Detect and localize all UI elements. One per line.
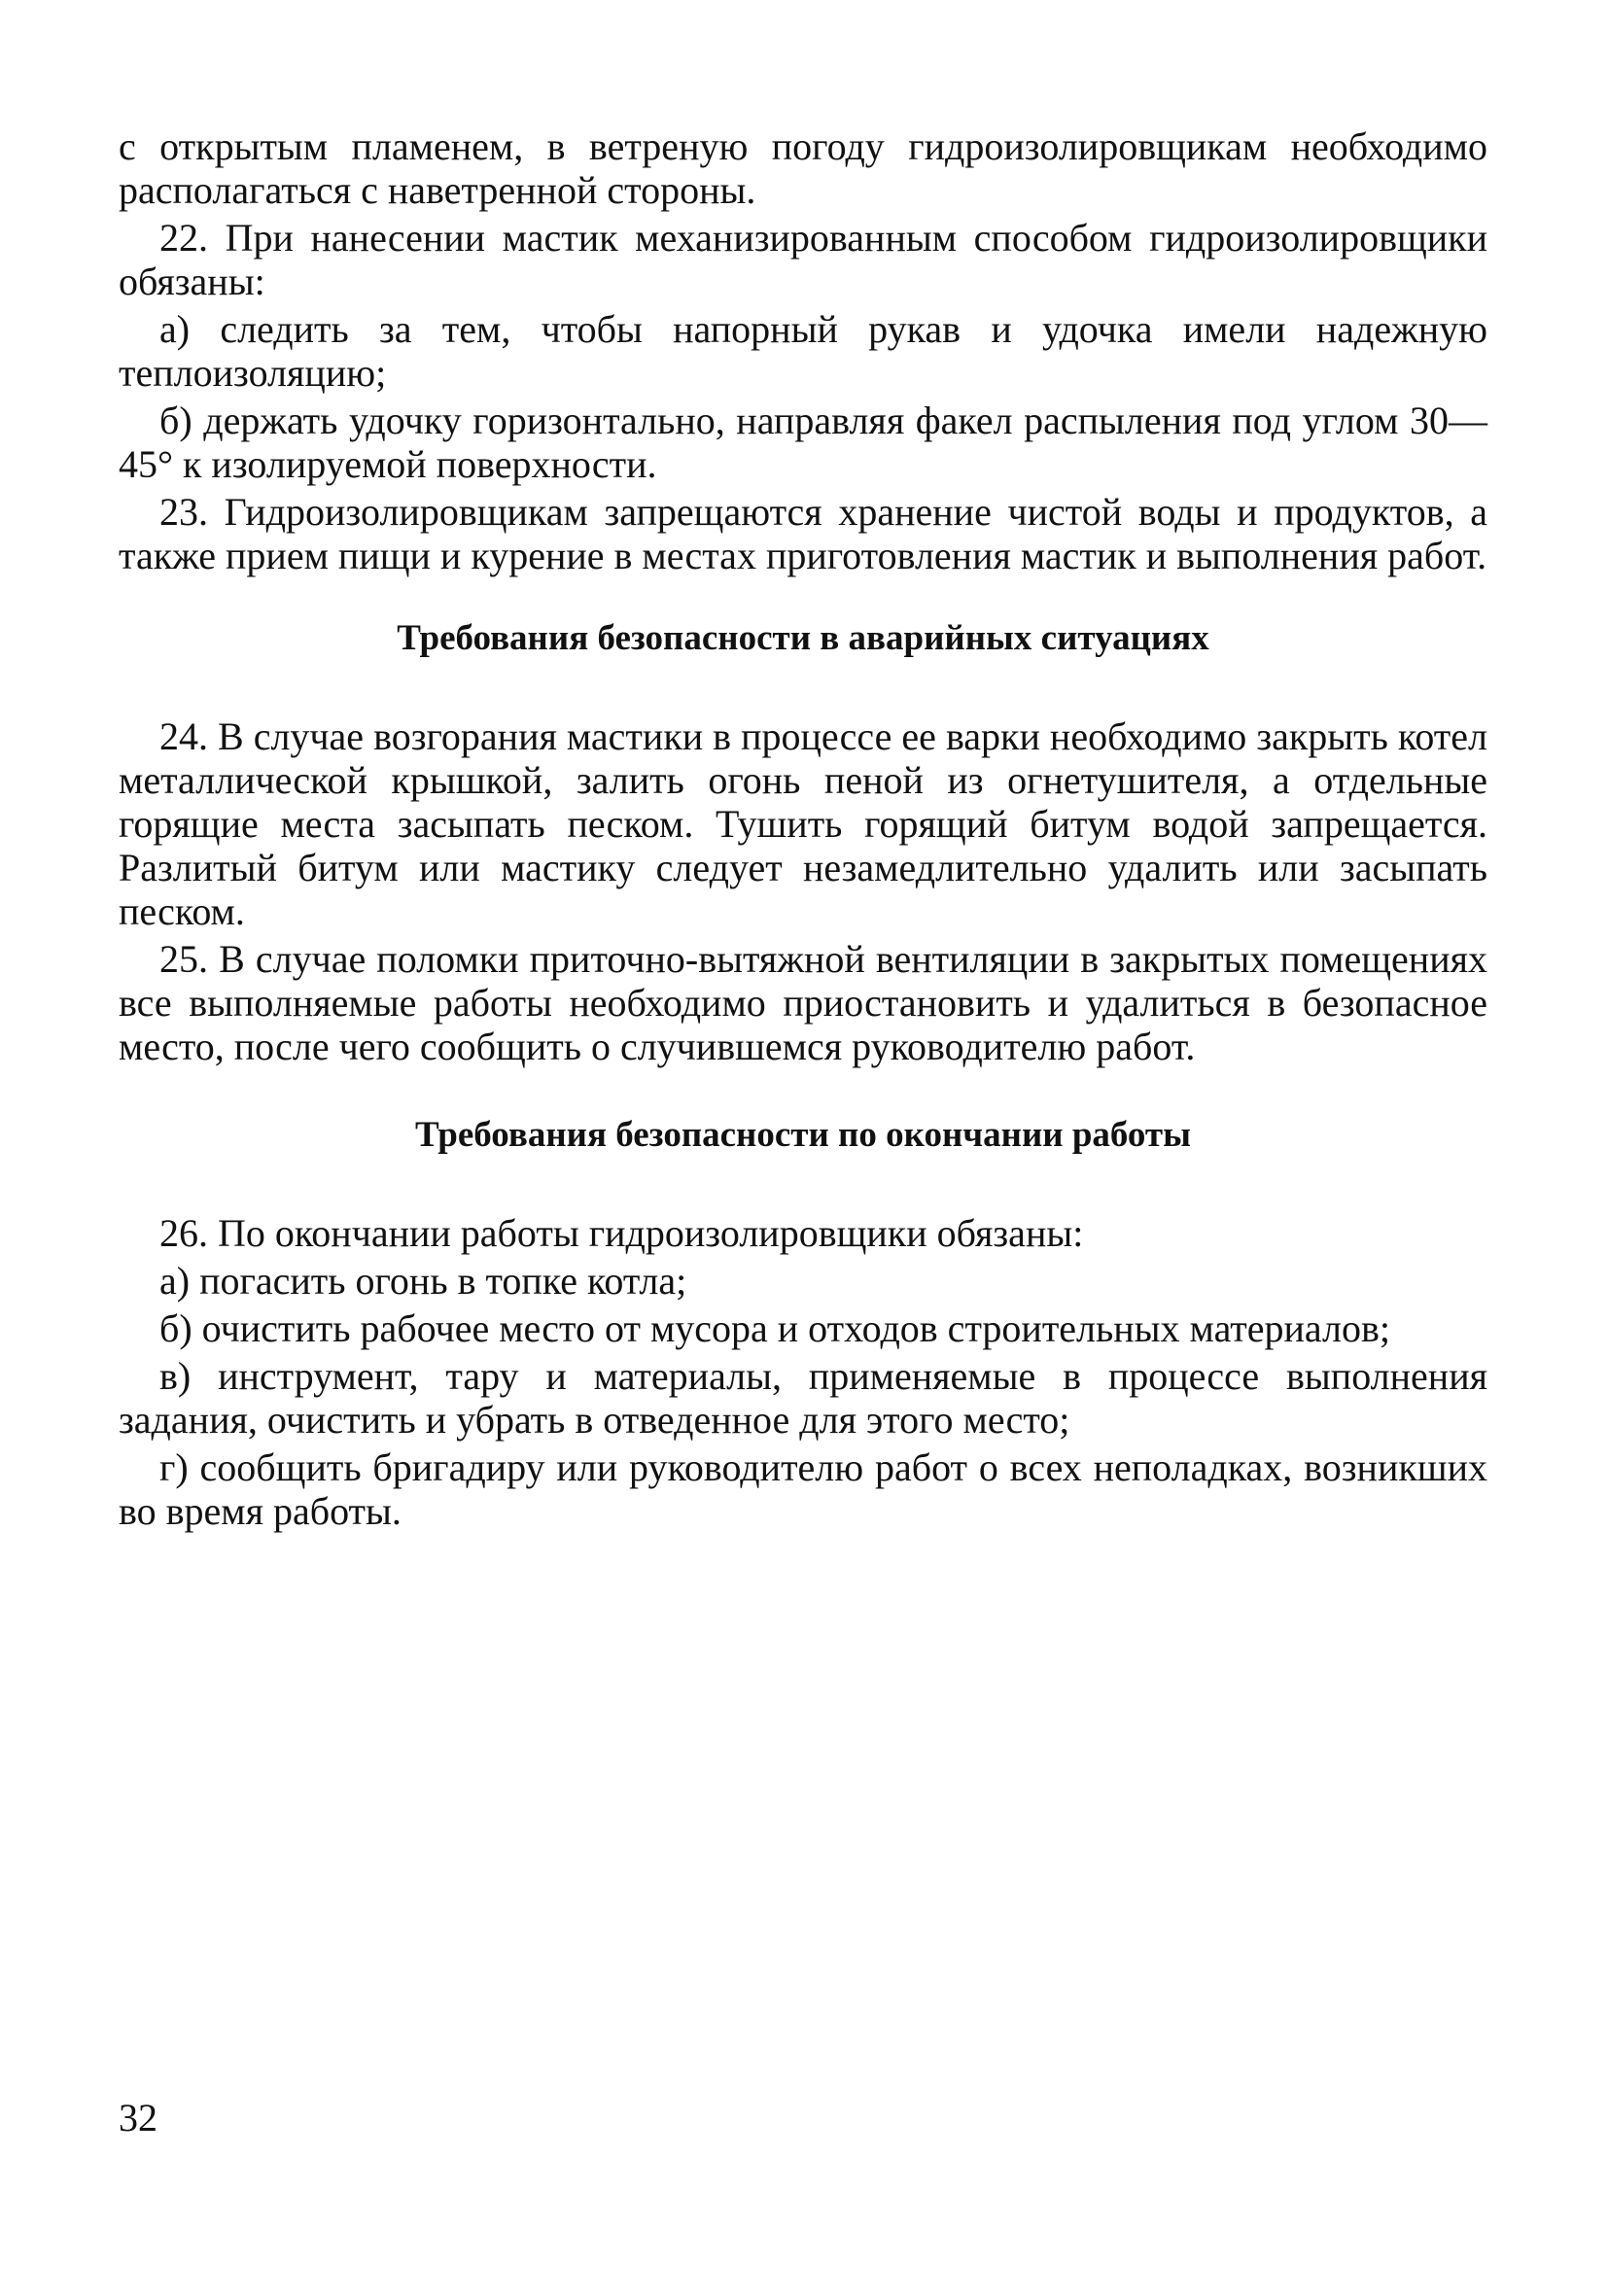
paragraph-item-22b: б) держать удочку горизонтально, направляя факел распыления под углом 30—45° к изолируемой поверхности. [119, 399, 1487, 486]
section-heading-emergency: Требования безопасности в аварийных ситуациях [397, 618, 1209, 658]
paragraph-item-26: 26. По окончании работы гидроизолировщики обязаны: [159, 1211, 1084, 1255]
paragraph-item-24: 24. В случае возгорания мастики в процессе ее варки необходимо закрыть котел металлической крышкой, залить огонь пеной из огнетушителя, а отдельные горящие места засыпать песком. Тушить горящий битум водой запрещается. Разлитый битум или мастику следует незамедлительно удалить или засыпать песком. [119, 714, 1487, 933]
page-number: 32 [119, 2096, 157, 2139]
paragraph-item-26c: в) инструмент, тару и материалы, применяемые в процессе выполнения задания, очистить и убрать в отведенное для этого место; [119, 1354, 1487, 1442]
paragraph-continuation: с открытым пламенем, в ветреную погоду гидроизолировщикам необходимо располагаться с наветренной стороны. [119, 124, 1487, 212]
document-page [119, 124, 1487, 1537]
paragraph-item-26d: г) сообщить бригадиру или руководителю работ о всех неполадках, возникших во время работы. [119, 1445, 1487, 1533]
paragraph-item-22: 22. При нанесении мастик механизированным способом гидроизолировщики обязаны: [119, 216, 1487, 303]
section-heading-end-of-work: Требования безопасности по окончании работы [414, 1115, 1191, 1155]
paragraph-item-26a: а) погасить огонь в топке котла; [159, 1259, 687, 1303]
paragraph-item-25: 25. В случае поломки приточно-вытяжной вентиляции в закрытых помещениях все выполняемые работы необходимо приостановить и удалиться в безопасное место, после чего сообщить о случившемся руководителю работ. [119, 937, 1487, 1068]
paragraph-item-23: 23. Гидроизолировщикам запрещаются хранение чистой воды и продуктов, а также прием пищи и курение в местах приготовления мастик и выполнения работ. [119, 490, 1487, 577]
paragraph-item-22a: а) следить за тем, чтобы напорный рукав и удочка имели надежную теплоизоляцию; [119, 307, 1487, 395]
paragraph-item-26b: б) очистить рабочее место от мусора и отходов строительных материалов; [159, 1306, 1390, 1350]
